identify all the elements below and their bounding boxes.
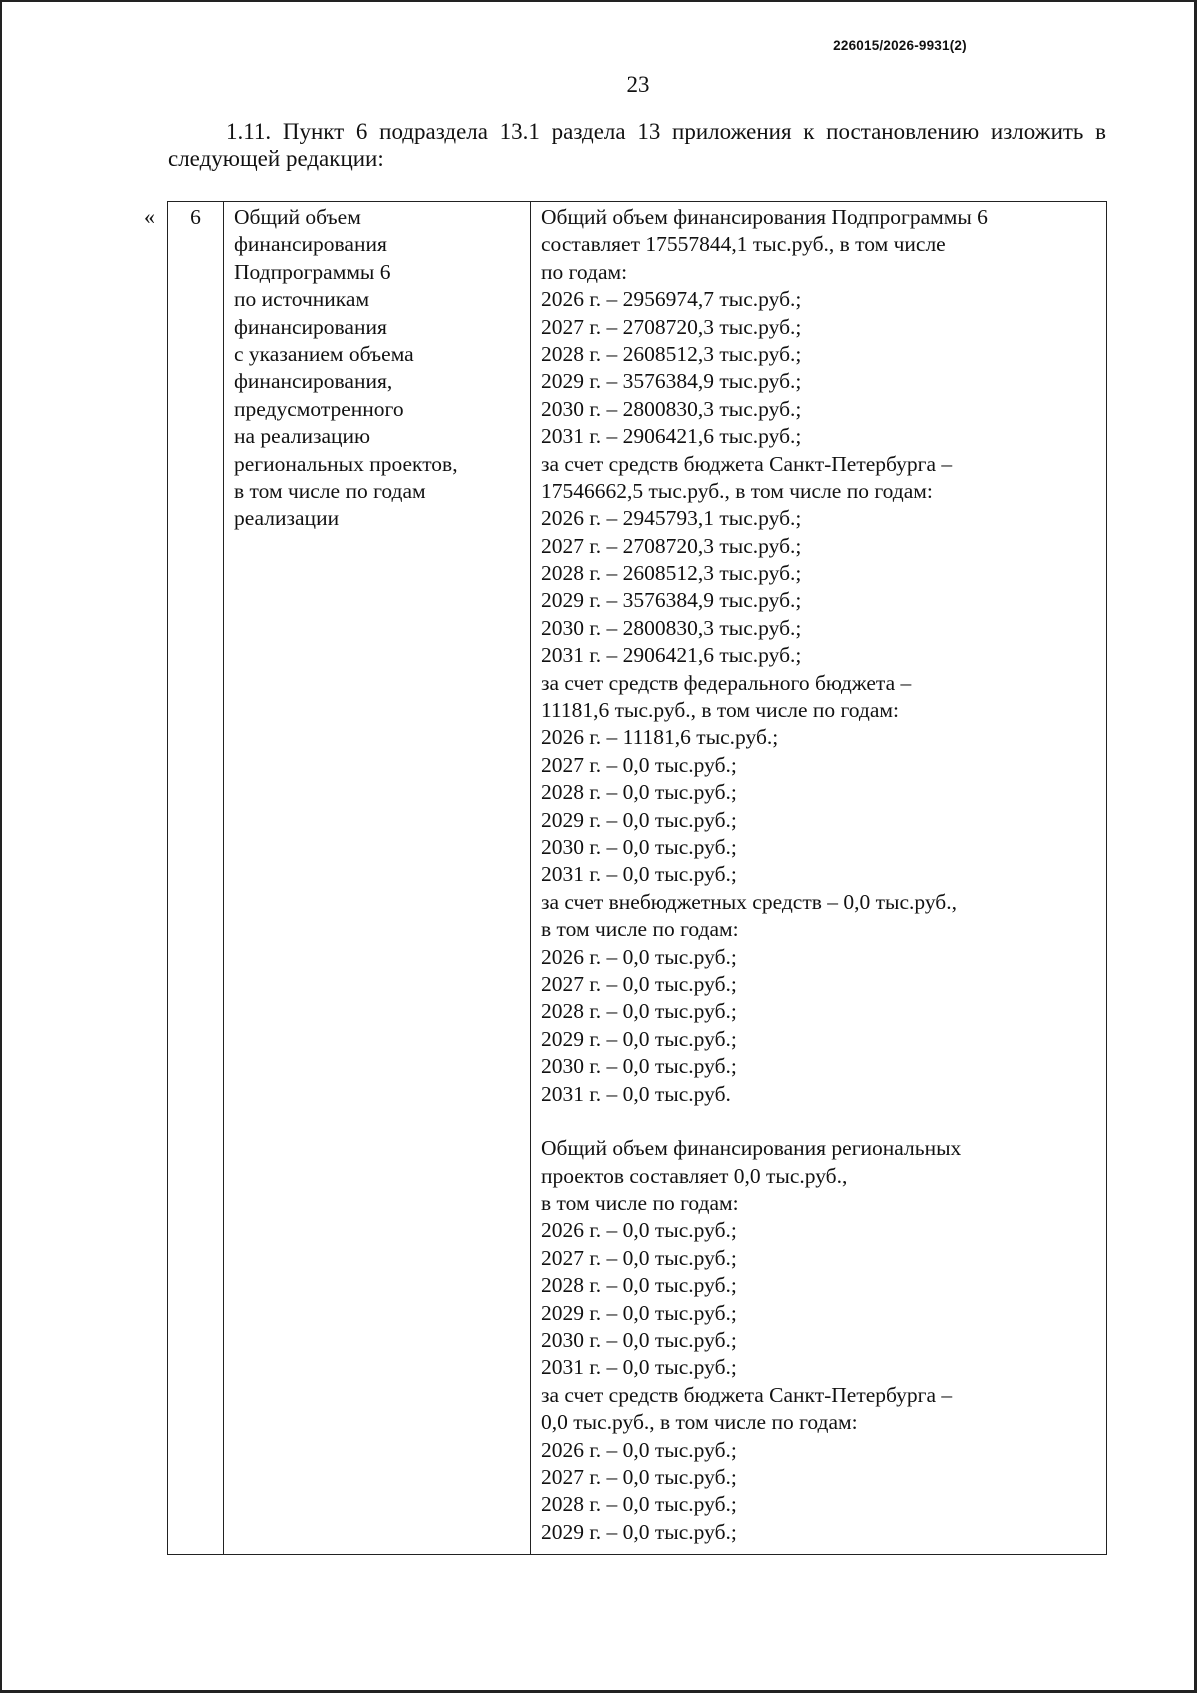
content-line: 2027 г. – 0,0 тыс.руб.; bbox=[541, 971, 737, 996]
content-line: 2026 г. – 2945793,1 тыс.руб.; bbox=[541, 506, 802, 531]
content-line: 2030 г. – 0,0 тыс.руб.; bbox=[541, 1328, 737, 1353]
label-text bbox=[224, 202, 530, 533]
content-line: 2026 г. – 0,0 тыс.руб.; bbox=[541, 1437, 737, 1462]
content-line: 2031 г. – 0,0 тыс.руб. bbox=[541, 1081, 731, 1106]
label-line: по источникам bbox=[234, 287, 370, 312]
label-line: в том числе по годам bbox=[234, 478, 426, 503]
content-line: составляет 17557844,1 тыс.руб., в том числе bbox=[541, 232, 946, 257]
label-line: Подпрограммы 6 bbox=[234, 259, 391, 284]
content-line: 2028 г. – 0,0 тыс.руб.; bbox=[541, 999, 737, 1024]
row-number: 6 bbox=[190, 205, 201, 229]
content-line: 2030 г. – 0,0 тыс.руб.; bbox=[541, 1054, 737, 1079]
content-line: 2031 г. – 2906421,6 тыс.руб.; bbox=[541, 424, 802, 449]
content-line: 2026 г. – 2956974,7 тыс.руб.; bbox=[541, 287, 802, 312]
table-row bbox=[168, 202, 1107, 1555]
content-line bbox=[541, 1108, 1096, 1135]
content-line: в том числе по годам: bbox=[541, 917, 739, 942]
content-line: за счет внебюджетных средств – 0,0 тыс.руб., bbox=[541, 889, 957, 914]
label-line: финансирования, bbox=[234, 369, 393, 394]
content-line: 2026 г. – 11181,6 тыс.руб.; bbox=[541, 725, 779, 750]
content-line: 2029 г. – 0,0 тыс.руб.; bbox=[541, 1519, 737, 1544]
content-line: 2027 г. – 2708720,3 тыс.руб.; bbox=[541, 533, 802, 558]
content-line: в том числе по годам: bbox=[541, 1191, 739, 1216]
content-line: Общий объем финансирования Подпрограммы 6 bbox=[541, 205, 988, 229]
content-line: 2027 г. – 0,0 тыс.руб.; bbox=[541, 752, 737, 777]
content-line: проектов составляет 0,0 тыс.руб., bbox=[541, 1163, 848, 1188]
amendment-intro-paragraph: 1.11. Пункт 6 подраздела 13.1 раздела 13 приложения к постановлению изложить в следующей редакции: bbox=[168, 119, 1106, 171]
content-line: 2026 г. – 0,0 тыс.руб.; bbox=[541, 1218, 737, 1243]
content-line: 2030 г. – 0,0 тыс.руб.; bbox=[541, 834, 737, 859]
content-line: 2030 г. – 2800830,3 тыс.руб.; bbox=[541, 615, 802, 640]
label-line: предусмотренного bbox=[234, 396, 404, 421]
content-line: 2031 г. – 2906421,6 тыс.руб.; bbox=[541, 643, 802, 668]
page-number: 23 bbox=[626, 72, 650, 97]
content-line: 2030 г. – 2800830,3 тыс.руб.; bbox=[541, 396, 802, 421]
content-line: 2029 г. – 0,0 тыс.руб.; bbox=[541, 1026, 737, 1051]
content-line: 2027 г. – 0,0 тыс.руб.; bbox=[541, 1464, 737, 1489]
content-line: Общий объем финансирования региональных bbox=[541, 1136, 962, 1161]
label-line: с указанием объема bbox=[234, 341, 414, 366]
row-number-cell bbox=[168, 202, 224, 1555]
content-line: 2028 г. – 0,0 тыс.руб.; bbox=[541, 1492, 737, 1517]
content-line: 2026 г. – 0,0 тыс.руб.; bbox=[541, 944, 737, 969]
label-cell bbox=[224, 202, 531, 1555]
label-line: на реализацию bbox=[234, 424, 371, 449]
label-line: Общий объем bbox=[234, 205, 361, 229]
content-line: 2029 г. – 0,0 тыс.руб.; bbox=[541, 807, 737, 832]
content-line: 2031 г. – 0,0 тыс.руб.; bbox=[541, 1355, 737, 1380]
content-line: за счет средств федерального бюджета – bbox=[541, 670, 912, 695]
content-line: 2028 г. – 2608512,3 тыс.руб.; bbox=[541, 341, 802, 366]
content-line: 11181,6 тыс.руб., в том числе по годам: bbox=[541, 698, 899, 723]
content-line: за счет средств бюджета Санкт-Петербурга – bbox=[541, 451, 953, 476]
content-line: 2031 г. – 0,0 тыс.руб.; bbox=[541, 862, 737, 887]
label-line: финансирования bbox=[234, 232, 387, 257]
content-cell bbox=[531, 202, 1107, 1555]
content-line: 2029 г. – 3576384,9 тыс.руб.; bbox=[541, 588, 802, 613]
content-line: по годам: bbox=[541, 259, 628, 284]
content-line: 2029 г. – 3576384,9 тыс.руб.; bbox=[541, 369, 802, 394]
label-line: региональных проектов, bbox=[234, 451, 458, 476]
content-text bbox=[531, 202, 1106, 1546]
content-line: 2028 г. – 0,0 тыс.руб.; bbox=[541, 780, 737, 805]
content-line: 0,0 тыс.руб., в том числе по годам: bbox=[541, 1410, 858, 1435]
content-line: за счет средств бюджета Санкт-Петербурга – bbox=[541, 1382, 953, 1407]
content-line: 2028 г. – 0,0 тыс.руб.; bbox=[541, 1273, 737, 1298]
document-registration-number: 226015/2026-9931(2) bbox=[833, 38, 967, 53]
content-line: 2029 г. – 0,0 тыс.руб.; bbox=[541, 1300, 737, 1325]
content-line: 17546662,5 тыс.руб., в том числе по годам: bbox=[541, 478, 933, 503]
content-line: 2027 г. – 2708720,3 тыс.руб.; bbox=[541, 314, 802, 339]
amendment-table bbox=[167, 201, 1107, 1555]
content-line: 2028 г. – 2608512,3 тыс.руб.; bbox=[541, 561, 802, 586]
label-line: финансирования bbox=[234, 314, 387, 339]
content-line: 2027 г. – 0,0 тыс.руб.; bbox=[541, 1245, 737, 1270]
label-line: реализации bbox=[234, 506, 340, 531]
opening-quote-mark: « bbox=[144, 204, 155, 229]
